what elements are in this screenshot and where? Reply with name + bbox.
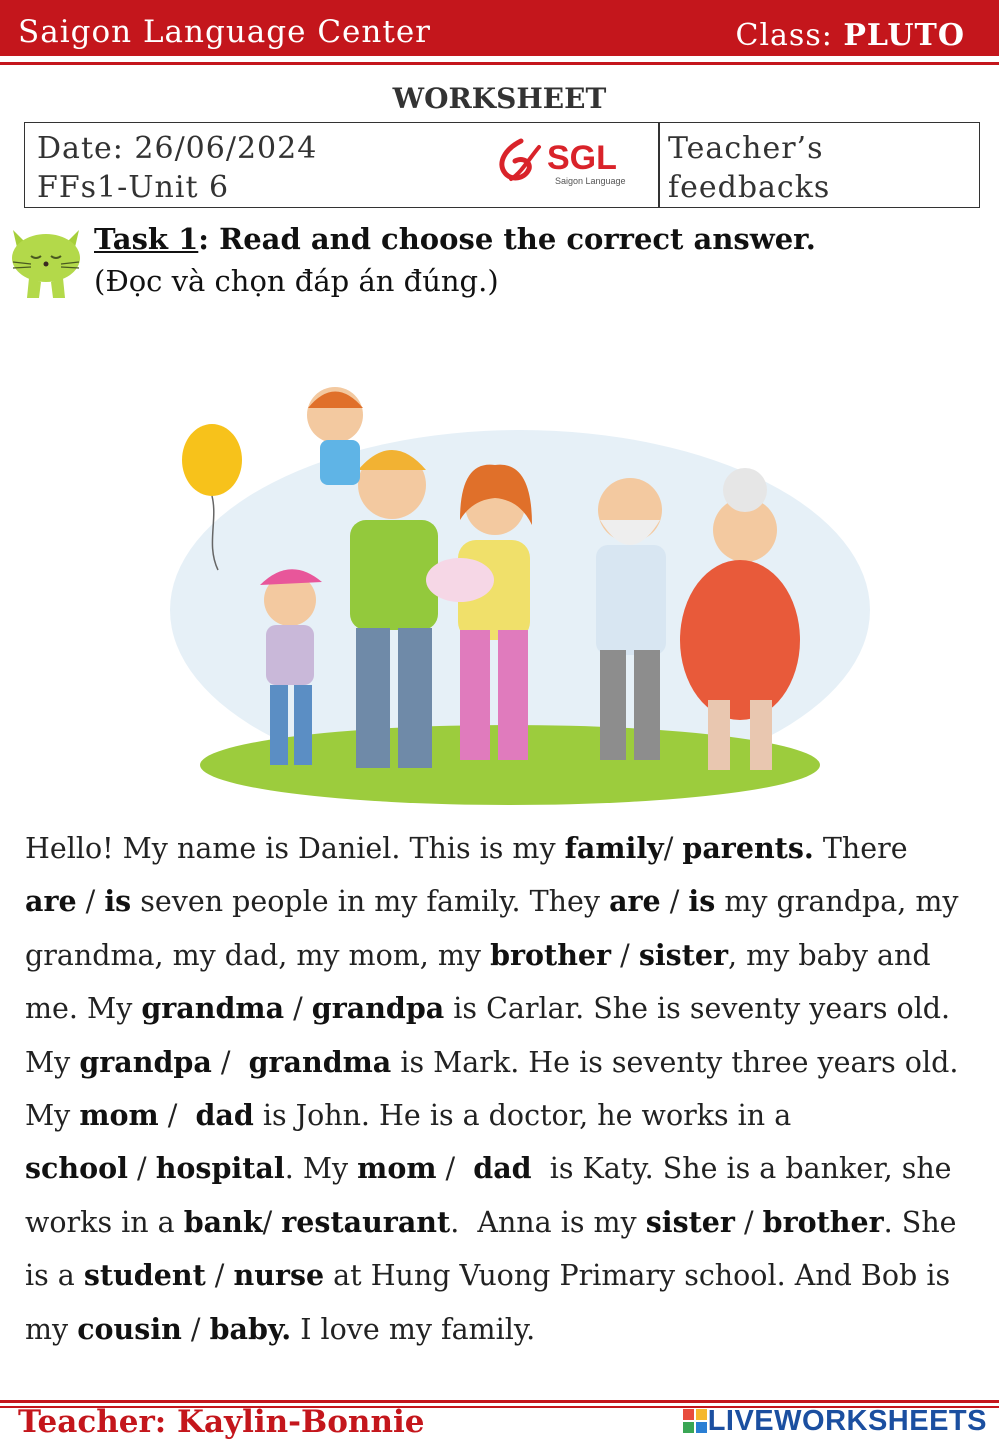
- option-2[interactable]: parents.: [682, 831, 814, 865]
- option-1[interactable]: cousin: [77, 1311, 182, 1346]
- class-label: Class:: [735, 18, 844, 53]
- liveworksheets-brand[interactable]: [682, 1406, 987, 1436]
- option-2[interactable]: sister: [638, 937, 729, 972]
- option-1[interactable]: are: [609, 884, 661, 919]
- passage-line: [25, 875, 980, 928]
- text: works in a: [25, 1205, 184, 1239]
- passage-line: [25, 982, 980, 1035]
- option-separator: /: [660, 885, 689, 919]
- option-separator: /: [76, 885, 105, 919]
- text: . My: [284, 1152, 358, 1186]
- option-1[interactable]: school: [25, 1151, 128, 1186]
- passage-line: [25, 1249, 980, 1302]
- sgl-logo-icon: [491, 129, 651, 199]
- option-separator: /: [663, 832, 683, 865]
- text: is a: [25, 1259, 84, 1293]
- option-1[interactable]: student: [83, 1258, 206, 1293]
- text: Hello! My name is Daniel. This is my: [25, 832, 565, 865]
- option-2[interactable]: dad: [195, 1098, 254, 1133]
- text: . She: [883, 1205, 957, 1239]
- option-separator: /: [734, 1205, 763, 1239]
- svg-text:SGL: SGL: [547, 139, 617, 177]
- teacher-name: Teacher: Kaylin-Bonnie: [18, 1404, 425, 1440]
- info-box-divider: [658, 123, 660, 207]
- unit-text: FFs1-Unit 6: [37, 170, 230, 205]
- option-separator: /: [211, 1045, 249, 1079]
- option-1[interactable]: mom: [357, 1151, 437, 1186]
- liveworksheets-label: LIVEWORKSHEETS: [707, 1404, 987, 1437]
- worksheet-title: WORKSHEET: [392, 82, 607, 115]
- option-separator: /: [181, 1312, 210, 1346]
- option-2[interactable]: grandpa: [311, 991, 445, 1026]
- teacher-feedback-label: [668, 129, 830, 207]
- option-1[interactable]: bank: [183, 1204, 263, 1239]
- cat-mascot-icon: [5, 222, 87, 300]
- option-2[interactable]: is: [104, 884, 132, 919]
- header-divider: [0, 62, 999, 65]
- text: my grandpa, my: [715, 885, 959, 919]
- task-instruction: : Read and choose the correct answer.: [198, 222, 816, 256]
- text: My: [25, 1045, 80, 1079]
- option-2[interactable]: brother: [762, 1204, 884, 1239]
- passage-line: [25, 1142, 980, 1195]
- passage-line: [25, 1036, 980, 1089]
- option-2[interactable]: grandma: [248, 1044, 392, 1079]
- option-1[interactable]: grandma: [141, 991, 285, 1026]
- option-1[interactable]: brother: [490, 937, 612, 972]
- option-1[interactable]: grandpa: [79, 1044, 212, 1079]
- option-2[interactable]: hospital: [155, 1151, 285, 1186]
- text: My: [25, 1099, 80, 1133]
- family-illustration: [160, 370, 890, 810]
- option-separator: /: [205, 1259, 234, 1293]
- liveworksheets-logo-icon: [682, 1408, 708, 1434]
- passage-line: [25, 1303, 980, 1356]
- option-2[interactable]: is: [688, 884, 716, 919]
- text: is John. He is a doctor, he works in a: [253, 1099, 792, 1133]
- task-title: [94, 222, 816, 256]
- option-1[interactable]: sister: [645, 1204, 735, 1239]
- task-label: Task 1: [94, 222, 199, 256]
- text: is Mark. He is seventy three years old.: [391, 1045, 959, 1079]
- text: I love my family.: [291, 1312, 536, 1346]
- option-separator: /: [262, 1205, 282, 1239]
- option-separator: /: [158, 1099, 196, 1133]
- text: There: [813, 832, 908, 865]
- option-2[interactable]: nurse: [233, 1258, 325, 1293]
- feedback-line-2: feedbacks: [668, 170, 831, 205]
- text: is Carlar. She is seventy years old.: [444, 992, 951, 1026]
- passage-line: [25, 929, 980, 982]
- option-2[interactable]: restaurant: [281, 1204, 451, 1239]
- option-separator: /: [127, 1152, 156, 1186]
- text: . Anna is my: [450, 1205, 646, 1239]
- task-translation: (Đọc và chọn đáp án đúng.): [94, 264, 499, 298]
- text: my: [25, 1312, 78, 1346]
- class-name: PLUTO: [843, 18, 965, 53]
- text: at Hung Vuong Primary school. And Bob is: [324, 1259, 951, 1293]
- class-info: [735, 18, 965, 53]
- info-box: [24, 122, 980, 208]
- text: is Katy. She is a banker, she: [531, 1152, 952, 1186]
- date-unit: [37, 129, 317, 207]
- text: grandma, my dad, my mom, my: [25, 938, 491, 972]
- option-1[interactable]: are: [25, 884, 77, 919]
- footer-divider: [0, 1400, 999, 1403]
- option-2[interactable]: baby.: [209, 1311, 292, 1346]
- passage-line: [25, 822, 980, 875]
- text: seven people in my family. They: [131, 885, 610, 919]
- option-1[interactable]: family: [564, 831, 664, 865]
- option-2[interactable]: dad: [473, 1151, 532, 1186]
- option-separator: /: [436, 1152, 474, 1186]
- option-1[interactable]: mom: [79, 1098, 159, 1133]
- svg-text:Saigon Language: Saigon Language: [555, 176, 626, 186]
- feedback-line-1: Teacher’s: [668, 131, 824, 166]
- text: , my baby and: [728, 938, 931, 972]
- passage-line: [25, 1196, 980, 1249]
- passage-line: [25, 1089, 980, 1142]
- reading-passage: [25, 822, 980, 1356]
- date-text: Date: 26/06/2024: [37, 131, 318, 166]
- option-separator: /: [284, 992, 312, 1026]
- option-separator: /: [611, 938, 639, 972]
- school-name: Saigon Language Center: [18, 14, 431, 50]
- text: me. My: [25, 992, 142, 1026]
